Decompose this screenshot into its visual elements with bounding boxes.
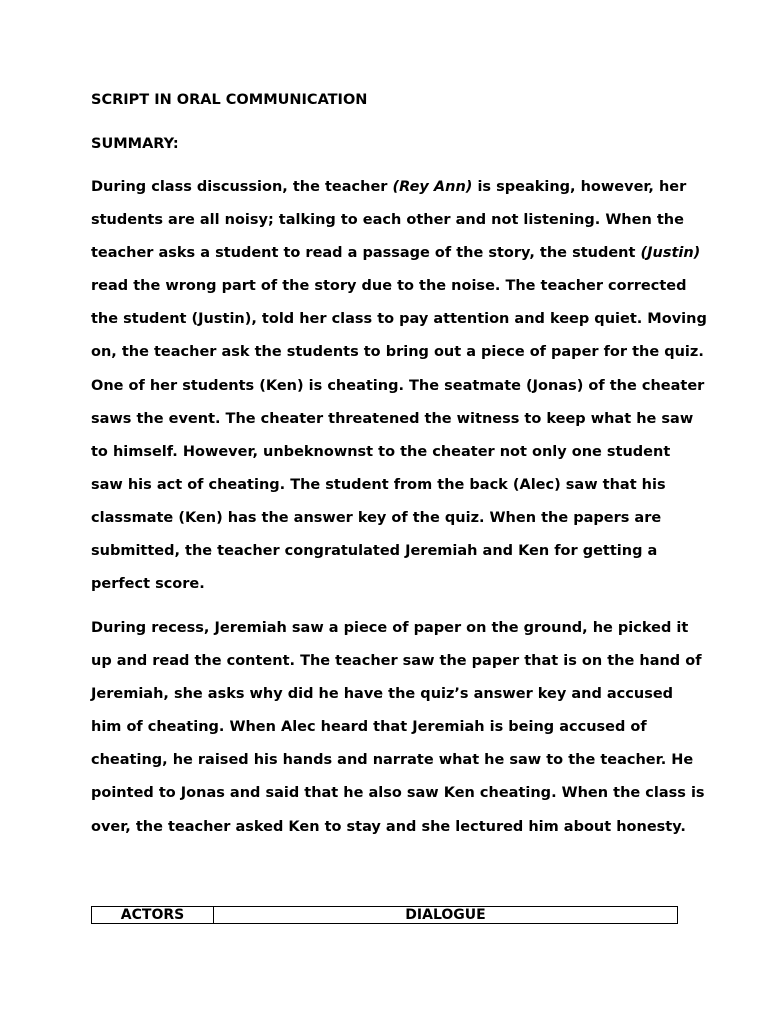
paragraph-line: up and read the content. The teacher saw the paper that is on the hand of (91, 653, 702, 670)
paragraph-line: pointed to Jonas and said that he also saw Ken cheating. When the class is (91, 785, 705, 802)
text-segment: teacher asks a student to read a passage of the story, the student (91, 245, 641, 262)
text-segment: is speaking, however, her (472, 179, 687, 195)
paragraph-line: saws the event. The cheater threatened the witness to keep what he saw (91, 410, 694, 427)
paragraph-line: over, the teacher asked Ken to stay and she lectured him about honesty. (91, 818, 686, 835)
paragraph-line: read the wrong part of the story due to the noise. The teacher corrected (91, 278, 687, 295)
role-annotation: (Justin) (640, 245, 701, 262)
paragraph-line: him of cheating. When Alec heard that Jeremiah is being accused of (91, 719, 647, 736)
summary-paragraph-2 (91, 612, 705, 844)
actors-column-header: ACTORS (92, 907, 214, 924)
paragraph-line: One of her students (Ken) is cheating. The seatmate (Jonas) of the cheater (91, 377, 705, 394)
paragraph-line: Jeremiah, she asks why did he have the quiz’s answer key and accused (91, 686, 674, 703)
paragraph-line: students are all noisy; talking to each other and not listening. When the (91, 212, 684, 229)
paragraph-line: submitted, the teacher congratulated Jeremiah and Ken for getting a (91, 543, 658, 560)
paragraph-line (91, 237, 701, 270)
dialogue-column-header: DIALOGUE (214, 907, 678, 924)
summary-paragraph-1 (91, 171, 707, 601)
paragraph-line (91, 171, 691, 204)
paragraph-line: to himself. However, unbeknownst to the cheater not only one student (91, 443, 671, 460)
paragraph-line: classmate (Ken) has the answer key of the quiz. When the papers are (91, 509, 662, 526)
paragraph-line: cheating, he raised his hands and narrate what he saw to the teacher. He (91, 752, 694, 769)
paragraph-line: the student (Justin), told her class to pay attention and keep quiet. Moving (91, 311, 707, 328)
text-segment: During class discussion, the teacher (91, 179, 393, 195)
script-table (91, 906, 678, 924)
document-title: SCRIPT IN ORAL COMMUNICATION (91, 92, 368, 108)
summary-heading: SUMMARY: (91, 136, 179, 152)
paragraph-line: on, the teacher ask the students to bring out a piece of paper for the quiz. (91, 344, 704, 361)
role-annotation: (Rey Ann) (392, 179, 473, 195)
paragraph-line: During recess, Jeremiah saw a piece of paper on the ground, he picked it (91, 620, 689, 636)
paragraph-line: perfect score. (91, 576, 205, 593)
paragraph-line: saw his act of cheating. The student from the back (Alec) saw that his (91, 476, 666, 493)
table-header-row (92, 907, 678, 924)
